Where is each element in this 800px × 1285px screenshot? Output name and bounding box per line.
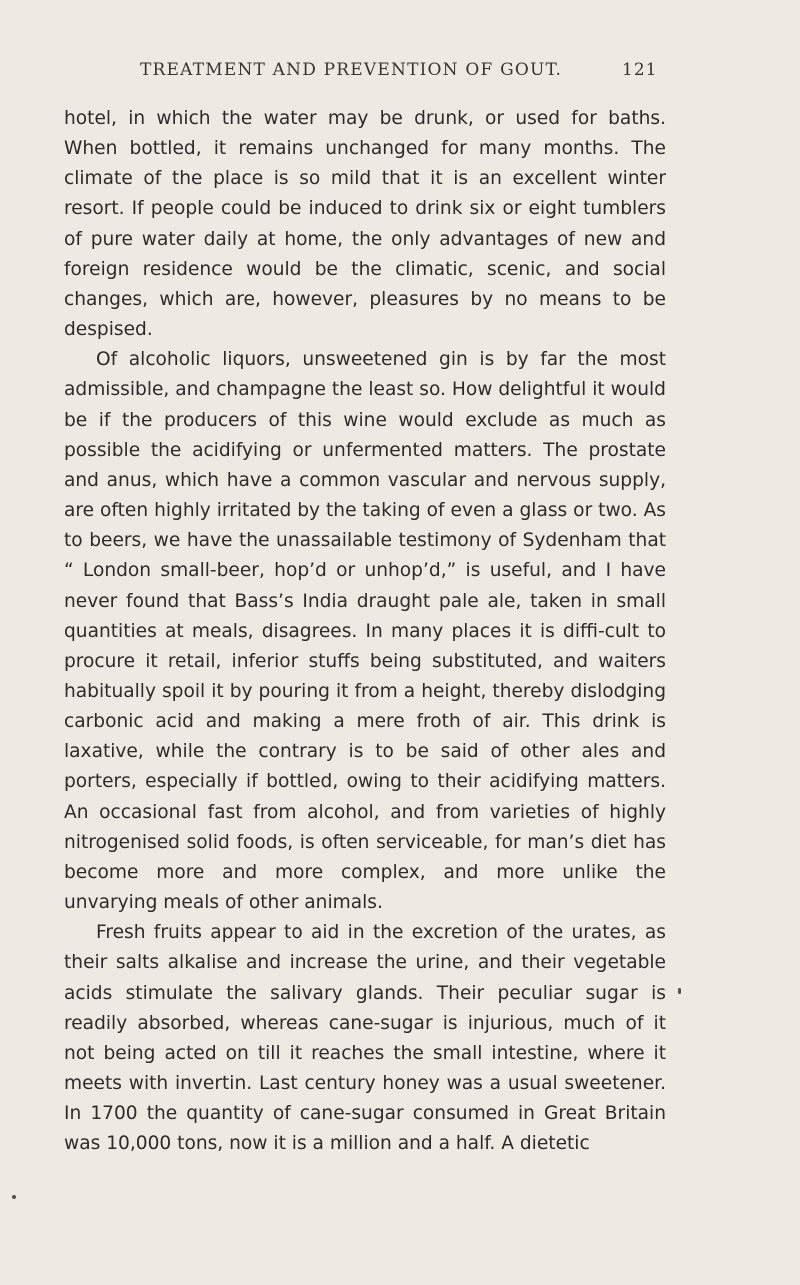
page-number: 121	[622, 60, 658, 80]
running-head: TREATMENT AND PREVENTION OF GOUT.	[140, 60, 563, 80]
paper-speck	[678, 988, 681, 994]
paragraph-3: Fresh fruits appear to aid in the excretion of the urates, as their salts alkalise and increase the urine, and their vegetable acids stimulate the salivary glands. Their peculiar sugar is readily absorbed, whereas cane-sugar is injurious, much of it not being acted on till it reaches the small intestine, where it meets with invertin. Last century honey was a usual sweetener. In 1700 the quantity of cane-sugar consumed in Great Britain was 10,000 tons, now it is a million and a half. A dietetic	[64, 922, 666, 1155]
paragraph-1: hotel, in which the water may be drunk, or used for baths. When bottled, it remains unchanged for many months. The climate of the place is so mild that it is an excellent winter resort. If people could be induced to drink six or eight tumblers of pure water daily at home, the only advantages of new and foreign residence would be the climatic, scenic, and social changes, which are, however, pleasures by no means to be despised.	[64, 108, 666, 341]
body-text	[64, 104, 666, 1159]
paragraph-2: Of alcoholic liquors, unsweetened gin is by far the most admissible, and champagne the least so. How delightful it would be if the producers of this wine would exclude as much as possible the acidifying or unfermented matters. The prostate and anus, which have a common vascular and nervous supply, are often highly irritated by the taking of even a glass or two. As to beers, we have the unassailable testimony of Sydenham that “ London small-beer, hop’d or unhop’d,” is useful, and I have never found that Bass’s India draught pale ale, taken in small quantities at meals, disagrees. In many places it is diffi-cult to procure it retail, inferior stuffs being substituted, and waiters habitually spoil it by pouring it from a height, thereby dislodging carbonic acid and making a mere froth of air. This drink is laxative, while the contrary is to be said of other ales and porters, especially if bottled, owing to their acidifying matters. An occasional fast from alcohol, and from varieties of highly nitrogenised solid foods, is often serviceable, for man’s diet has become more and more complex, and more unlike the unvarying meals of other animals.	[64, 349, 666, 914]
paper-speck	[12, 1195, 16, 1199]
